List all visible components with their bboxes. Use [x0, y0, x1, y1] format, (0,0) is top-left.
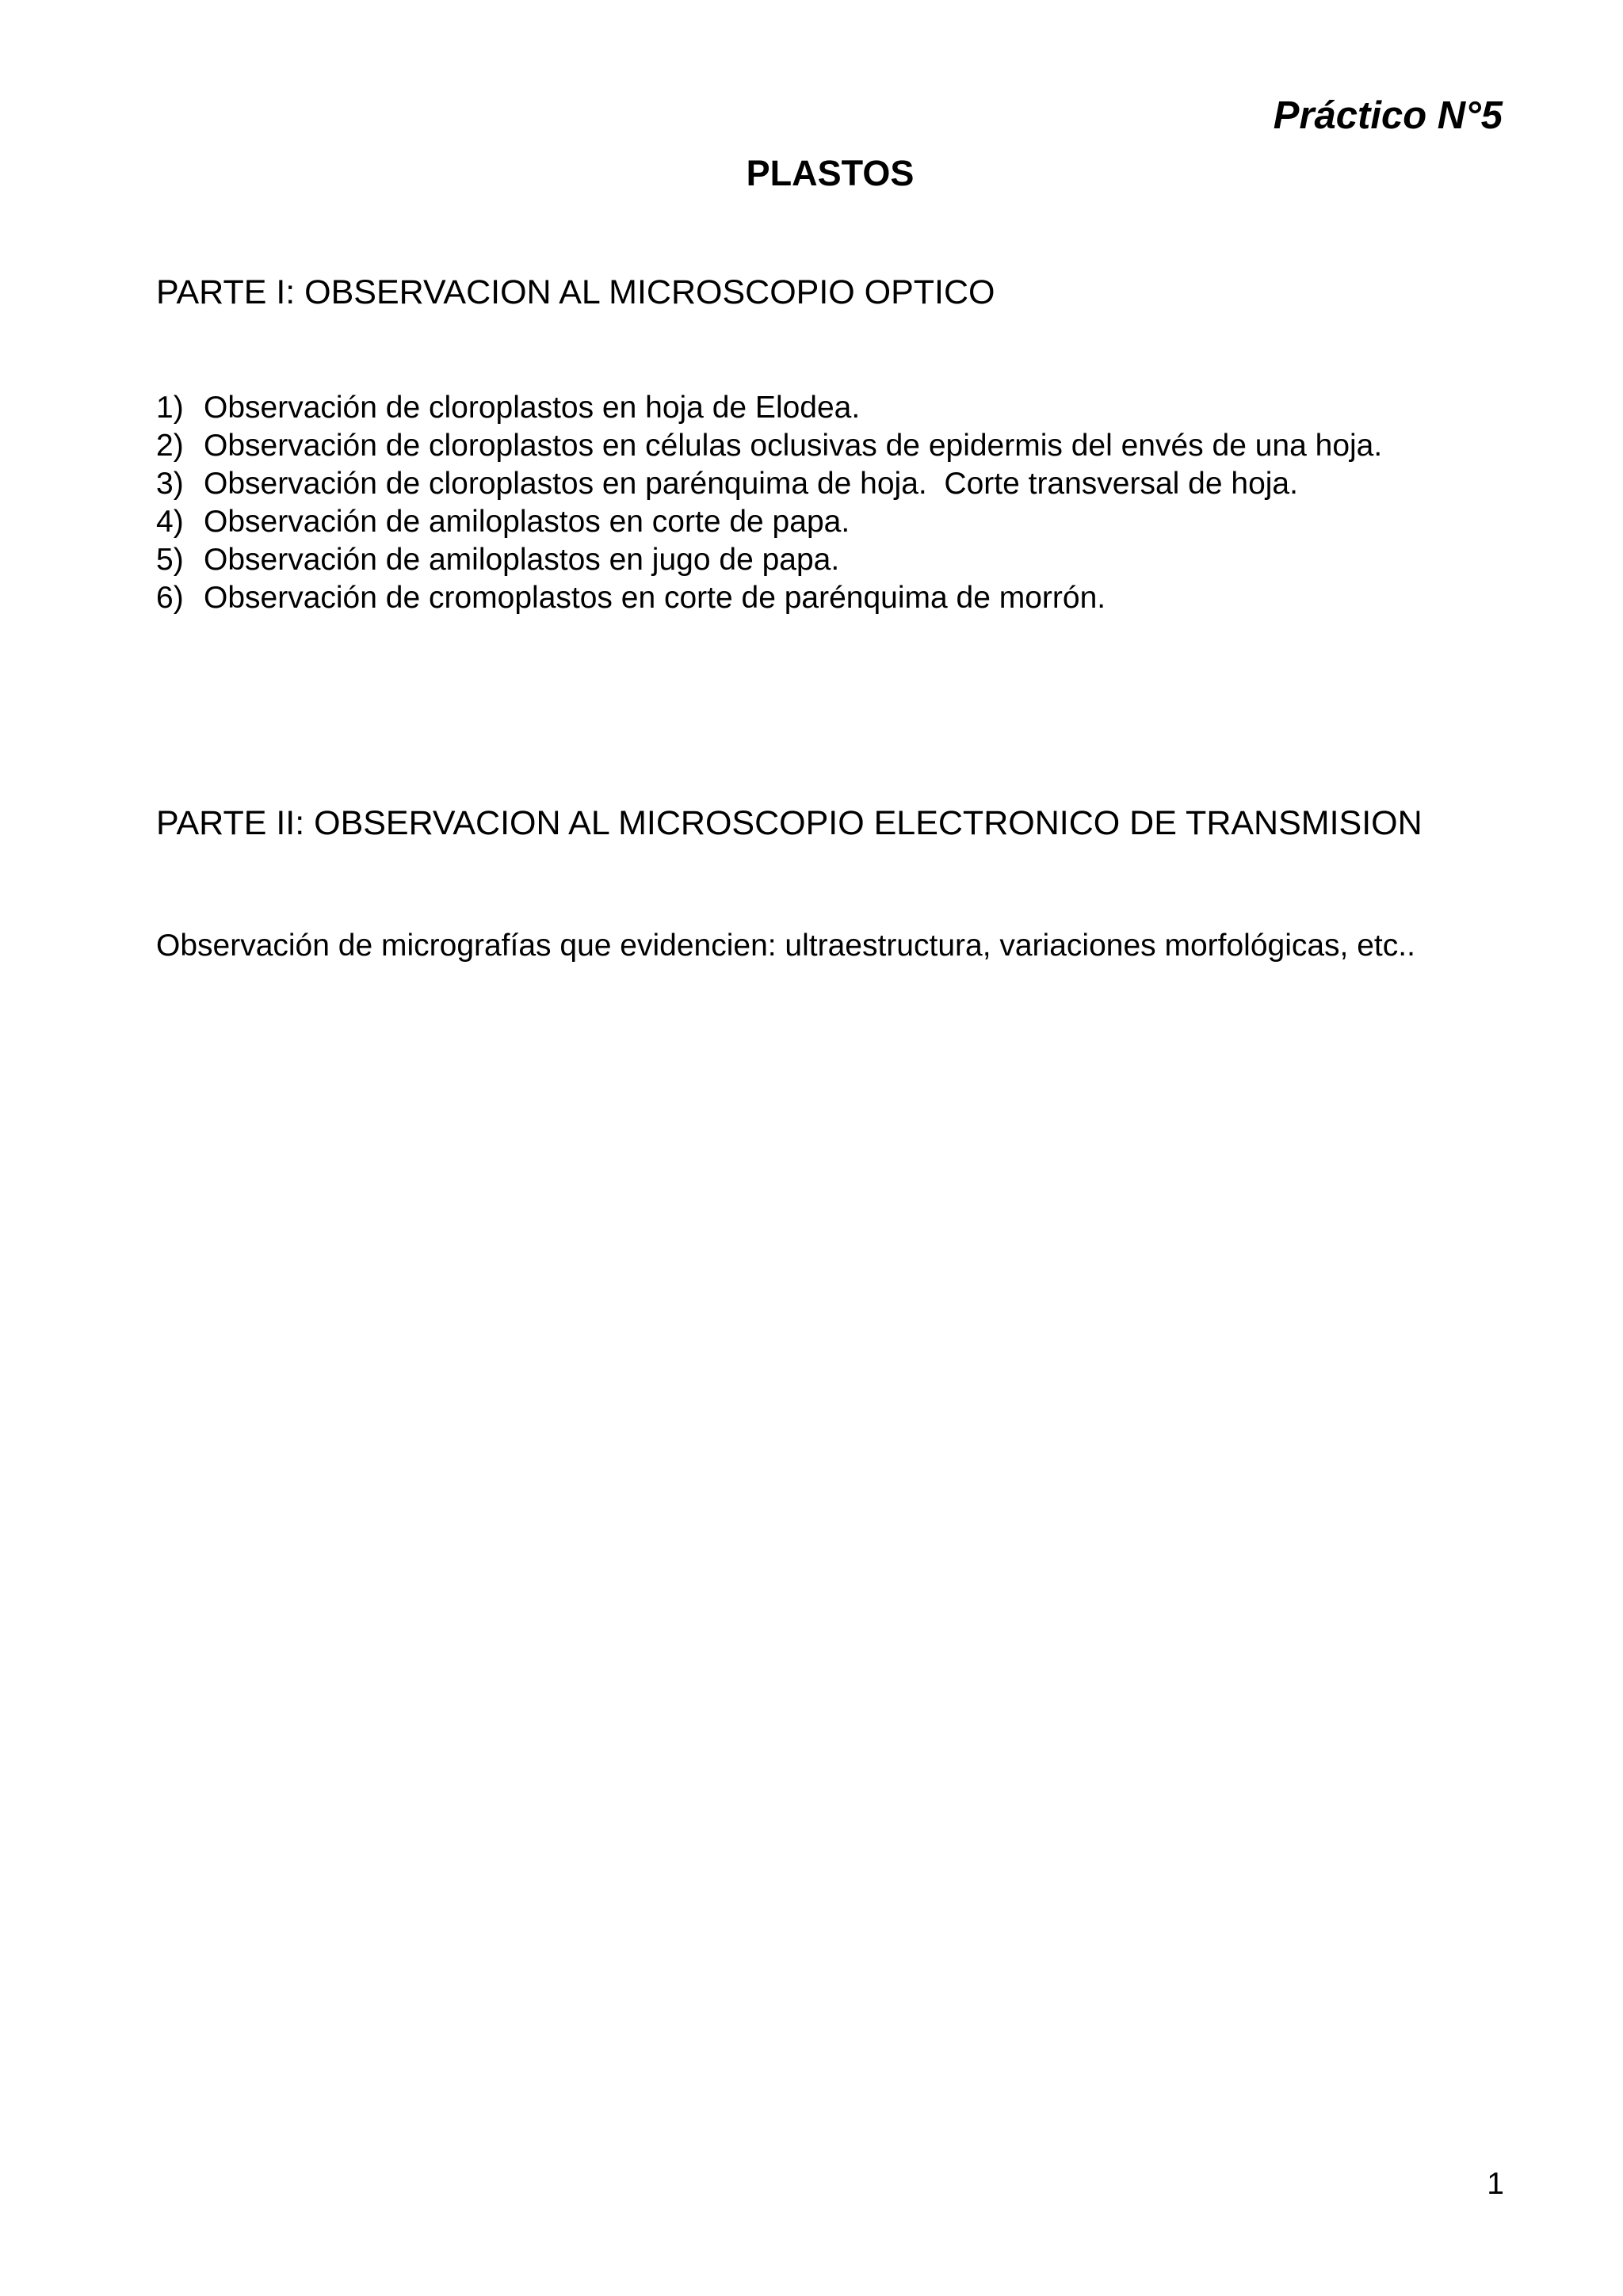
- list-item: [156, 465, 1382, 503]
- item-text: Observación de cloroplastos en parénquima de hoja. Corte transversal de hoja.: [204, 467, 1298, 501]
- list-item: [156, 541, 1382, 579]
- item-text: Observación de amiloplastos en corte de papa.: [204, 505, 850, 539]
- item-number: 1): [156, 391, 184, 425]
- practico-label: Práctico N°5: [1273, 94, 1503, 137]
- item-text: Observación de cloroplastos en hoja de Elodea.: [204, 391, 861, 425]
- list-item: [156, 579, 1382, 617]
- item-text: Observación de amiloplastos en jugo de papa.: [204, 543, 840, 577]
- item-number: 6): [156, 581, 184, 615]
- item-number: 2): [156, 429, 184, 463]
- part1-heading: PARTE I: OBSERVACION AL MICROSCOPIO OPTICO: [156, 273, 995, 311]
- list-item: [156, 503, 1382, 541]
- item-text: Observación de cloroplastos en células oclusivas de epidermis del envés de una hoja.: [204, 429, 1383, 463]
- item-number: 5): [156, 543, 184, 577]
- part2-heading: PARTE II: OBSERVACION AL MICROSCOPIO ELECTRONICO DE TRANSMISION: [156, 804, 1423, 842]
- item-number: 3): [156, 467, 184, 501]
- page-title: PLASTOS: [746, 153, 915, 193]
- list-item: [156, 389, 1382, 427]
- activity-list: [156, 389, 1382, 617]
- item-text: Observación de cromoplastos en corte de parénquima de morrón.: [204, 581, 1106, 615]
- item-number: 4): [156, 505, 184, 539]
- page-number: 1: [1487, 2167, 1504, 2201]
- part2-description: Observación de micrografías que evidencien: ultraestructura, variaciones morfológicas, etc..: [156, 929, 1415, 963]
- list-item: [156, 427, 1382, 465]
